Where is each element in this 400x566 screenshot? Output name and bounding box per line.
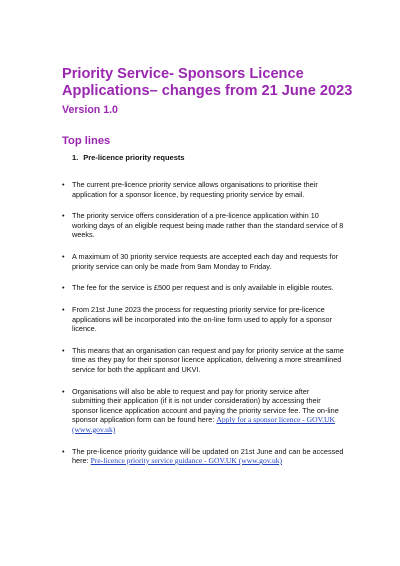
- subheading-text: Pre-licence priority requests: [83, 153, 185, 162]
- bullet-text: The priority service offers consideration of a pre-licence application within 10 working days of an eligible request being made rather than the standard service of 8 weeks.: [72, 211, 344, 240]
- bullet-text: Organisations will also be able to request and pay for priority service after submitting their application (if it is not under consideration) by accessing their sponsor licence application account and paying the priority service fee. The on-line sponsor application form can be found here:: [72, 386, 339, 425]
- bullet-text: The current pre-licence priority service allows organisations to prioritise their application for a sponsor licence, by requesting priority service by email.: [72, 180, 318, 199]
- bullet-icon: •: [62, 252, 65, 262]
- subheading-pre-licence-priority-requests: [72, 153, 185, 163]
- bullet-icon: •: [62, 305, 65, 315]
- bullet-item: [62, 211, 344, 240]
- bullet-item: [62, 283, 344, 293]
- bullet-icon: •: [62, 446, 65, 456]
- bullet-text: From 21st June 2023 the process for requesting priority service for pre-licence applications will be incorporated into the on-line form used to apply for a sponsor licence.: [72, 305, 332, 334]
- bullet-icon: •: [62, 283, 65, 293]
- bullet-item: [62, 305, 344, 334]
- version-label: Version 1.0: [62, 104, 118, 116]
- bullet-item: [62, 346, 344, 375]
- bullet-text: The pre-licence priority guidance will be updated on 21st June and can be accessed here:: [72, 446, 344, 466]
- priority-service-guidance-link[interactable]: Pre-licence priority service guidance - GOV.UK (www.gov.uk): [90, 456, 283, 466]
- bullet-text: The fee for the service is £500 per request and is only available in eligible routes.: [72, 283, 334, 293]
- bullet-item: [62, 447, 344, 466]
- apply-for-sponsor-licence-link[interactable]: Apply for a sponsor licence - GOV.UK (www.gov.uk): [72, 415, 335, 434]
- bullet-text: A maximum of 30 priority service requests are accepted each day and requests for priority service can only be made from 9am Monday to Friday.: [72, 252, 339, 271]
- section-heading-top-lines: Top lines: [62, 135, 111, 147]
- bullet-item: [62, 387, 344, 435]
- bullet-icon: •: [62, 211, 65, 221]
- subheading-number: 1.: [72, 153, 79, 162]
- bullet-icon: •: [62, 180, 65, 189]
- bullet-icon: •: [62, 386, 65, 396]
- bullet-list: [62, 180, 344, 478]
- bullet-item: [62, 252, 344, 271]
- bullet-text: This means that an organisation can request and pay for priority service at the same time as they pay for their sponsor licence application, delivering a more streamlined service for both the applicant and UKVI.: [72, 345, 344, 374]
- bullet-icon: •: [62, 345, 65, 355]
- document-title: Priority Service- Sponsors Licence Applications– changes from 21 June 2023: [62, 66, 353, 99]
- bullet-item: [62, 180, 344, 199]
